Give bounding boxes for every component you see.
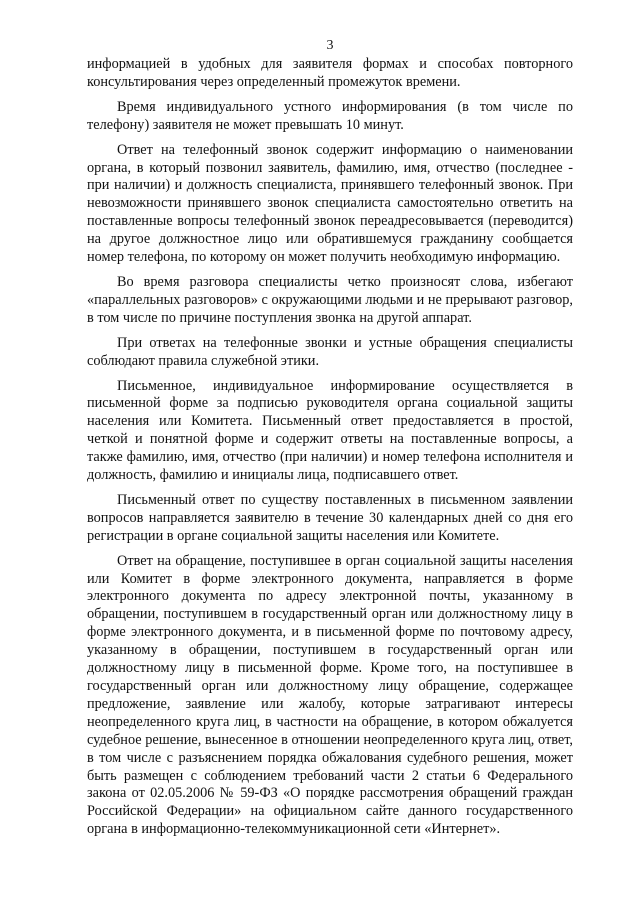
- paragraph-ethics: При ответах на телефонные звонки и устные обращения специалисты соблюдают правила служебной этики.: [87, 334, 573, 369]
- paragraph-continuation: информацией в удобных для заявителя формах и способах повторного консультирования через определенный промежуток времени.: [87, 56, 573, 90]
- document-body: [87, 56, 573, 839]
- paragraph-written-deadline: Письменный ответ по существу поставленных в письменном заявлении вопросов направляется заявителю в течение 30 календарных дней со дня его регистрации в органе социальной защиты населения или Комитете.: [87, 491, 573, 544]
- paragraph-conversation: Во время разговора специалисты четко произносят слова, избегают «параллельных разговоров» с окружающими людьми и не прерывают разговор, в том числе по причине поступления звонка на другой аппарат.: [87, 273, 573, 326]
- paragraph-electronic-reply: Ответ на обращение, поступившее в орган социальной защиты населения или Комитет в форме электронного документа, направляется в форме электронного документа по адресу электронной почты, указанному в обращении, поступившем в государственный орган или должностному лицу в форме электронного документа, и в письменной форме по почтовому адресу, указанному в обращении, поступившем в государственный орган или должностному лицу в письменной форме. Кроме того, на поступившее в государственный орган или должностному лицу обращение, содержащее предложение, заявление или жалобу, которые затрагивают интересы неопределенного круга лиц, в частности на обращение, в котором обжалуется судебное решение, вынесенное в отношении неопределенного круга лиц, ответ, в том числе с разъяснением порядка обжалования судебного решения, может быть размещен с соблюдением требований части 2 статьи 6 Федерального закона от 02.05.2006 № 59-ФЗ «О порядке рассмотрения обращений граждан Российской Федерации» на официальном сайте данного государственного органа в информационно-телекоммуникационной сети «Интернет».: [87, 552, 573, 838]
- paragraph-oral-duration: Время индивидуального устного информирования (в том числе по телефону) заявителя не может превышать 10 минут.: [87, 98, 573, 133]
- page-number: 3: [326, 38, 334, 53]
- paragraph-written-info: Письменное, индивидуальное информирование осуществляется в письменной форме за подписью руководителя органа социальной защиты населения или Комитета. Письменный ответ предоставляется в простой, четкой и понятной форме и содержит ответы на поставленные вопросы, а также фамилию, имя, отчество (при наличии) и номер телефона исполнителя и должность, фамилию и инициалы лица, подписавшего ответ.: [87, 377, 573, 484]
- paragraph-phone-answer: Ответ на телефонный звонок содержит информацию о наименовании органа, в который позвонил заявитель, фамилию, имя, отчество (последнее - при наличии) и должность специалиста, принявшего телефонный звонок. При невозможности принявшего звонок специалиста самостоятельно ответить на поставленные вопросы телефонный звонок переадресовывается (переводится) на другое должностное лицо или обратившемуся гражданину сообщается номер телефона, по которому он может получить необходимую информацию.: [87, 141, 573, 266]
